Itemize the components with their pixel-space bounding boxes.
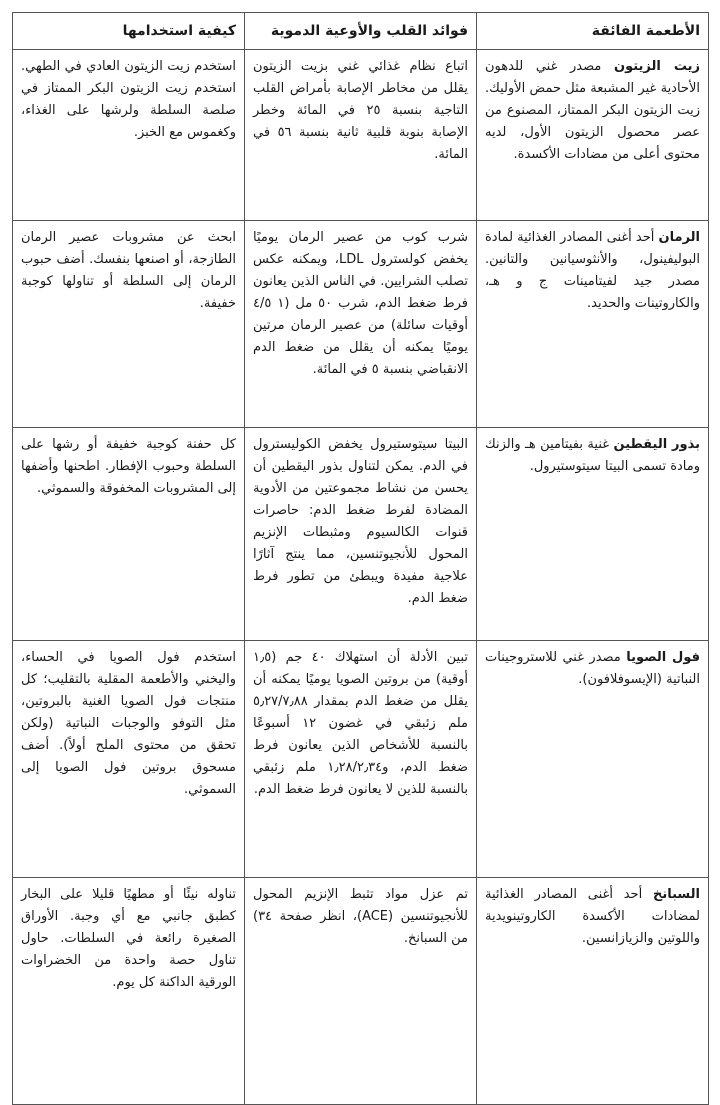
- food-name: بذور اليقطين: [613, 437, 700, 452]
- food-name: فول الصويا: [626, 650, 700, 665]
- table-row: [13, 641, 709, 878]
- food-description: أحد أغنى المصادر الغذائية لمادة البوليفينول، والأنثوسيانين والتانين. مصدر جيد لفيتامينات ج و هـ، والكاروتينات والحديد.: [485, 230, 700, 311]
- benefits-cell: اتباع نظام غذائي غني بزيت الزيتون يقلل من مخاطر الإصابة بأمراض القلب التاجية بنسبة ٢٥ في المائة وخطر الإصابة بنوبة قلبية ثانية بنسبة ٥٦ في المائة.: [245, 50, 477, 221]
- header-usage: كيفية استخدامها: [13, 13, 245, 50]
- header-food: الأطعمة الفائقة: [477, 13, 709, 50]
- benefits-cell: شرب كوب من عصير الرمان يوميًا يخفض كولسترول LDL، ويمكنه عكس تصلب الشرايين. في الناس الذين يعانون فرط ضغط الدم، شرب ٥٠ مل (١ ٤/٥ أوقيات سائلة) من عصير الرمان مرتين يوميًا يمكنه أن يقلل من ضغط الدم الانقباضي بنسبة ٥ في المائة.: [245, 221, 477, 428]
- usage-cell: استخدم زيت الزيتون العادي في الطهي. استخدم زيت الزيتون البكر الممتاز في صلصة السلطة ولرشها على الغذاء، وكغموس مع الخبز.: [13, 50, 245, 221]
- table-row: [13, 428, 709, 641]
- header-row: [13, 13, 709, 50]
- usage-cell: كل حفنة كوجبة خفيفة أو رشها على السلطة وحبوب الإفطار. اطحنها وأضفها إلى المشروبات المخفوقة والسموثي.: [13, 428, 245, 641]
- usage-cell: ابحث عن مشروبات عصير الرمان الطازجة، أو اصنعها بنفسك. أضف حبوب الرمان إلى السلطة أو تناولها كوجبة خفيفة.: [13, 221, 245, 428]
- usage-cell: استخدم فول الصويا في الحساء، واليخني والأطعمة المقلية بالتقليب؛ كل منتجات فول الصويا الغنية بالبروتين، مثل التوفو والوجبات النباتية (ولكن تحقق من محتوى الملح أولاً). أضف مسحوق بروتين فول الصويا إلى السموثي.: [13, 641, 245, 878]
- food-cell: [477, 428, 709, 641]
- table-row: [13, 878, 709, 1105]
- table-row: [13, 50, 709, 221]
- food-cell: [477, 878, 709, 1105]
- food-cell: [477, 221, 709, 428]
- food-cell: [477, 50, 709, 221]
- benefits-cell: تبين الأدلة أن استهلاك ٤٠ جم (١٫٥ أوقية) من بروتين الصويا يوميًا يمكنه أن يقلل من ضغط الدم بمقدار ٥٫٢٧/٧٫٨٨ ملم زئبقي في غضون ١٢ أسبوعًا بالنسبة للأشخاص الذين يعانون فرط ضغط الدم، و١٫٢٨/٢٫٣٤ ملم زئبقي بالنسبة للذين لا يعانون فرط ضغط الدم.: [245, 641, 477, 878]
- food-name: زيت الزيتون: [613, 59, 700, 74]
- food-description: أحد أغنى المصادر الغذائية لمضادات الأكسدة الكاروتينويدية واللوتين والزيازانسين.: [485, 887, 700, 946]
- header-benefits: فوائد القلب والأوعية الدموية: [245, 13, 477, 50]
- food-description: مصدر غني للاستروجينات النباتية (الإيسوفلافون).: [485, 650, 700, 687]
- benefits-cell: تم عزل مواد تثبط الإنزيم المحول للأنجيوتنسين (ACE)، انظر صفحة ٣٤) من السبانخ.: [245, 878, 477, 1105]
- superfoods-table: [12, 12, 709, 1105]
- food-cell: [477, 641, 709, 878]
- food-description: غنية بفيتامين هـ والزنك ومادة تسمى البيتا سيتوستيرول.: [485, 437, 700, 474]
- food-name: السبانخ: [652, 887, 700, 902]
- food-name: الرمان: [658, 230, 700, 245]
- usage-cell: تناوله نيئًا أو مطهيًا قليلا على البخار كطبق جانبي مع أي وجبة. الأوراق الصغيرة رائعة في السلطات. حاول تناول حصة واحدة من الخضراوات الورقية الداكنة كل يوم.: [13, 878, 245, 1105]
- benefits-cell: البيتا سيتوستيرول يخفض الكوليسترول في الدم. يمكن لتناول بذور اليقطين أن يحسن من نشاط مجموعتين من الأدوية المضادة لفرط ضغط الدم: حاصرات قنوات الكالسيوم ومثبطات الإنزيم المحول للأنجيوتنسين، مما ينتج آثارًا علاجية مفيدة ويبطئ من تطور فرط ضغط الدم.: [245, 428, 477, 641]
- food-description: مصدر غني للدهون الأحادية غير المشبعة مثل حمض الأوليك. زيت الزيتون البكر الممتاز، المصنوع من عصر محصول الزيتون الأول، لديه محتوى أعلى من مضادات الأكسدة.: [485, 59, 700, 162]
- table-row: [13, 221, 709, 428]
